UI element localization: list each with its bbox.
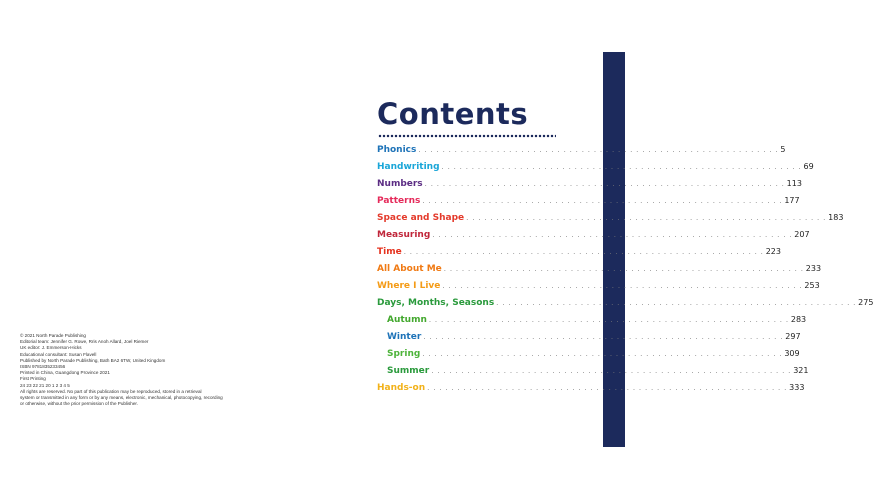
toc-entry[interactable] — [377, 383, 805, 400]
toc-entry-label: Patterns — [377, 196, 421, 206]
toc-entry-page: 177 — [784, 196, 800, 205]
copyright-block — [20, 333, 250, 407]
toc-entry[interactable] — [377, 247, 781, 264]
toc-entry-page: 113 — [786, 179, 802, 188]
toc-entry[interactable] — [377, 281, 820, 298]
copyright-line: Educational consultant: Susan Flavell — [20, 351, 97, 357]
copyright-line: Published by North Parade Publishing, Bath BA2 6TW, United Kingdom — [20, 357, 166, 363]
toc-entry-page: 333 — [789, 383, 805, 392]
toc-leader-dots: . . . . . . . . . . . . . . . . . . . . . . . . . . . . . . . . . . . . . . . . . . . . . . . . . . . . . . . . . . . . — [431, 367, 792, 375]
toc-entry[interactable] — [377, 366, 809, 383]
toc-entry-page: 321 — [793, 366, 809, 375]
copyright-line: Printed in China, Guangdong Province 2021 — [20, 370, 110, 376]
toc-entry-label: All About Me — [377, 264, 442, 274]
toc-entry[interactable] — [377, 264, 822, 281]
toc-entry-page: 183 — [828, 213, 844, 222]
toc-leader-dots: . . . . . . . . . . . . . . . . . . . . . . . . . . . . . . . . . . . . . . . . . . . . . . . . . . . . . . . . . . . . — [403, 248, 764, 256]
copyright-line: system or transmitted in any form or by any means, electronic, mechanical, photocopying, recording — [20, 395, 223, 401]
toc-leader-dots: . . . . . . . . . . . . . . . . . . . . . . . . . . . . . . . . . . . . . . . . . . . . . . . . . . . . . . . . . . . . — [466, 214, 827, 222]
copyright-line: 24 23 22 21 20 1 2 3 4 5 — [20, 382, 70, 388]
toc-entry-page: 283 — [790, 315, 807, 324]
copyright-line: First Printing — [20, 376, 46, 382]
toc-entry-page: 309 — [784, 349, 800, 358]
toc-entry-page: 5 — [780, 145, 786, 154]
table-of-contents — [377, 145, 873, 400]
toc-entry[interactable] — [377, 162, 814, 179]
toc-entry-page: 207 — [794, 230, 810, 239]
toc-entry-label: Numbers — [377, 179, 423, 189]
toc-entry[interactable] — [377, 179, 802, 196]
toc-entry[interactable] — [377, 332, 801, 349]
toc-leader-dots: . . . . . . . . . . . . . . . . . . . . . . . . . . . . . . . . . . . . . . . . . . . . . . . . . . . . . . . . . . . . — [423, 333, 784, 341]
copyright-line: or otherwise, without the prior permission of the Publisher. — [20, 401, 138, 407]
toc-leader-dots: . . . . . . . . . . . . . . . . . . . . . . . . . . . . . . . . . . . . . . . . . . . . . . . . . . . . . . . . . . . . — [432, 231, 793, 239]
toc-leader-dots: . . . . . . . . . . . . . . . . . . . . . . . . . . . . . . . . . . . . . . . . . . . . . . . . . . . . . . . . . . . . — [427, 384, 788, 392]
copyright-line: All rights are reserved. No part of this publication may be reproduced, stored in a retrieval — [20, 388, 202, 394]
contents-title: Contents — [377, 97, 529, 131]
toc-leader-dots: . . . . . . . . . . . . . . . . . . . . . . . . . . . . . . . . . . . . . . . . . . . . . . . . . . . . . . . . . . . . — [443, 265, 804, 273]
copyright-line: UK editor: J. Emmerson-Hicks — [20, 345, 82, 351]
copyright-line: ISBN 9781835233456 — [20, 364, 66, 370]
toc-entry-label: Winter — [387, 332, 422, 342]
toc-entry-label: Where I Live — [377, 281, 441, 291]
toc-leader-dots: . . . . . . . . . . . . . . . . . . . . . . . . . . . . . . . . . . . . . . . . . . . . . . . . . . . . . . . . . . . . — [441, 163, 802, 171]
toc-entry-page: 223 — [765, 247, 781, 256]
toc-entry-label: Space and Shape — [377, 213, 465, 223]
toc-leader-dots: . . . . . . . . . . . . . . . . . . . . . . . . . . . . . . . . . . . . . . . . . . . . . . . . . . . . . . . . . . . . — [424, 180, 785, 188]
toc-leader-dots: . . . . . . . . . . . . . . . . . . . . . . . . . . . . . . . . . . . . . . . . . . . . . . . . . . . . . . . . . . . . — [422, 350, 783, 358]
toc-leader-dots: . . . . . . . . . . . . . . . . . . . . . . . . . . . . . . . . . . . . . . . . . . . . . . . . . . . . . . . . . . . . — [422, 197, 783, 205]
toc-entry[interactable] — [377, 230, 810, 247]
toc-entry-page: 275 — [858, 298, 873, 307]
toc-entry-label: Handwriting — [377, 162, 440, 172]
copyright-line: Editorial team: Jennifer G. Rowe, Rris Anoh Allard, Joel Riemer — [20, 339, 149, 345]
toc-leader-dots: . . . . . . . . . . . . . . . . . . . . . . . . . . . . . . . . . . . . . . . . . . . . . . . . . . . . . . . . . . . . — [442, 282, 803, 290]
toc-leader-dots: . . . . . . . . . . . . . . . . . . . . . . . . . . . . . . . . . . . . . . . . . . . . . . . . . . . . . . . . . . . . — [496, 299, 857, 307]
toc-entry-page: 69 — [803, 162, 814, 171]
toc-entry[interactable] — [377, 213, 844, 230]
toc-entry-page: 253 — [804, 281, 820, 290]
toc-leader-dots: . . . . . . . . . . . . . . . . . . . . . . . . . . . . . . . . . . . . . . . . . . . . . . . . . . . . . . . . . . . . — [428, 316, 789, 324]
toc-entry-page: 297 — [785, 332, 801, 341]
toc-entry[interactable] — [377, 349, 800, 366]
toc-entry-page: 233 — [805, 264, 822, 273]
toc-entry-label: Summer — [387, 366, 430, 376]
toc-entry-label: Autumn — [387, 315, 427, 325]
toc-entry-label: Time — [377, 247, 402, 257]
toc-entry[interactable] — [377, 196, 800, 213]
toc-entry[interactable] — [377, 315, 807, 332]
toc-entry-label: Days, Months, Seasons — [377, 298, 495, 308]
toc-entry-label: Hands-on — [377, 383, 426, 393]
title-dotted-rule — [378, 134, 556, 138]
toc-leader-dots: . . . . . . . . . . . . . . . . . . . . . . . . . . . . . . . . . . . . . . . . . . . . . . . . . . . . . . . . . . . . — [418, 146, 779, 154]
toc-entry-label: Spring — [387, 349, 421, 359]
toc-entry[interactable] — [377, 298, 873, 315]
toc-entry-label: Measuring — [377, 230, 431, 240]
copyright-line: © 2021 North Parade Publishing — [20, 333, 86, 338]
toc-entry-label: Phonics — [377, 145, 417, 155]
toc-entry[interactable] — [377, 145, 786, 162]
